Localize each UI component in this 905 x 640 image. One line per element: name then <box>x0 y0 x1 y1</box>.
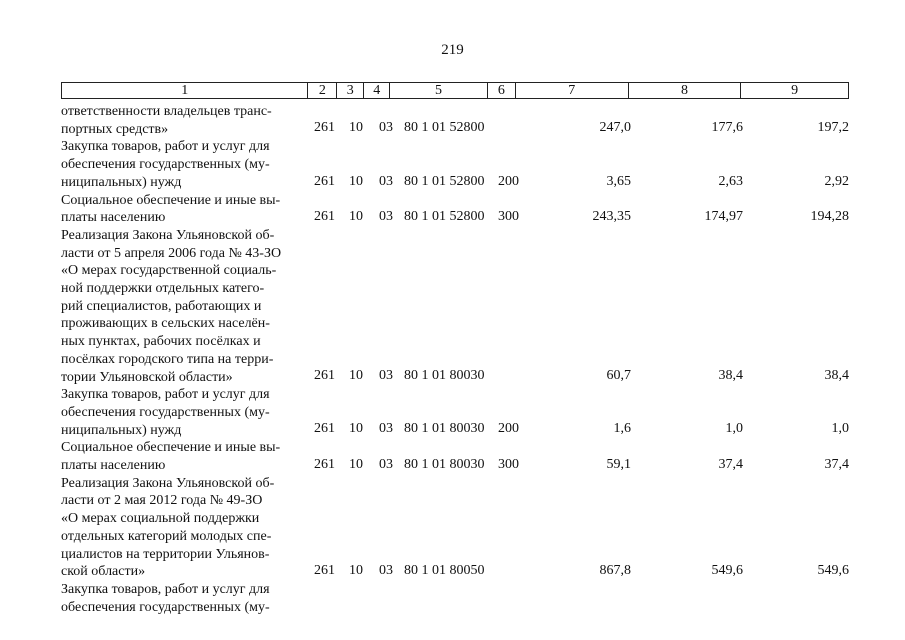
section-code-cell: 10 <box>349 120 363 136</box>
description-line: посёлках городского типа на терри- <box>61 351 274 367</box>
description-line: Закупка товаров, работ и услуг для <box>61 387 270 403</box>
column-header-3: 3 <box>336 83 363 98</box>
subsection-code-cell: 03 <box>379 456 393 472</box>
description-line: Закупка товаров, работ и услуг для <box>61 139 270 155</box>
amount-cell-9: 2,92 <box>824 173 849 189</box>
target-article-cell: 80 1 01 80030 <box>404 421 485 437</box>
amount-cell-8: 37,4 <box>718 456 743 472</box>
table-row <box>61 227 849 386</box>
description-line: ной поддержки отдельных катего- <box>61 281 265 297</box>
target-article-cell: 80 1 01 80030 <box>404 456 485 472</box>
target-article-cell: 80 1 01 52800 <box>404 120 485 136</box>
glava-code-cell: 261 <box>314 421 335 437</box>
expense-type-cell: 200 <box>498 173 519 189</box>
glava-code-cell: 261 <box>314 562 335 578</box>
row-description <box>61 227 301 386</box>
row-values <box>61 119 849 137</box>
page-number: 219 <box>441 42 464 58</box>
column-header-8: 8 <box>628 83 741 98</box>
description-line: тории Ульяновской области» <box>61 369 233 385</box>
subsection-code-cell: 03 <box>379 421 393 437</box>
amount-cell-9: 197,2 <box>817 120 849 136</box>
amount-cell-9: 194,28 <box>810 208 849 224</box>
section-code-cell: 10 <box>349 562 363 578</box>
description-line: циалистов на территории Ульянов- <box>61 546 270 562</box>
description-line: ных пунктах, рабочих посёлках и <box>61 334 261 350</box>
amount-cell-8: 177,6 <box>711 120 743 136</box>
amount-cell-9: 37,4 <box>824 456 849 472</box>
amount-cell-7: 59,1 <box>606 456 631 472</box>
table-row <box>61 192 849 227</box>
row-values <box>61 367 849 385</box>
description-line: обеспечения государственных (му- <box>61 599 270 615</box>
table-row <box>61 103 849 138</box>
subsection-code-cell: 03 <box>379 368 393 384</box>
description-line: ской области» <box>61 564 146 580</box>
section-code-cell: 10 <box>349 456 363 472</box>
amount-cell-7: 867,8 <box>599 562 631 578</box>
description-line: платы населению <box>61 458 166 474</box>
amount-cell-7: 60,7 <box>606 368 631 384</box>
table-header <box>61 82 849 99</box>
amount-cell-9: 549,6 <box>817 562 849 578</box>
column-header-9: 9 <box>740 83 848 98</box>
amount-cell-9: 38,4 <box>824 368 849 384</box>
amount-cell-8: 2,63 <box>718 173 743 189</box>
amount-cell-8: 174,97 <box>704 208 743 224</box>
description-line: Реализация Закона Ульяновской об- <box>61 227 275 243</box>
description-line: рий специалистов, работающих и <box>61 298 262 314</box>
amount-cell-8: 549,6 <box>711 562 743 578</box>
subsection-code-cell: 03 <box>379 120 393 136</box>
description-line: Реализация Закона Ульяновской об- <box>61 475 275 491</box>
column-header-1: 1 <box>181 83 189 98</box>
row-values <box>61 562 849 580</box>
description-line: портных средств» <box>61 121 169 137</box>
target-article-cell: 80 1 01 80050 <box>404 562 485 578</box>
table-row <box>61 386 849 439</box>
amount-cell-8: 1,0 <box>725 421 743 437</box>
description-line: ласти от 5 апреля 2006 года № 43-ЗО <box>61 245 282 261</box>
expense-type-cell: 200 <box>498 421 519 437</box>
amount-cell-7: 243,35 <box>592 208 631 224</box>
table-row <box>61 138 849 191</box>
subsection-code-cell: 03 <box>379 562 393 578</box>
expense-type-cell: 300 <box>498 208 519 224</box>
row-values <box>61 173 849 191</box>
description-line: ниципальных) нужд <box>61 174 182 190</box>
description-line: проживающих в сельских населён- <box>61 316 270 332</box>
amount-cell-7: 3,65 <box>606 173 631 189</box>
description-line: ответственности владельцев транс- <box>61 104 272 119</box>
table-row <box>61 475 849 581</box>
column-header-6: 6 <box>487 83 515 98</box>
column-header-2: 2 <box>307 83 336 98</box>
description-line: отдельных категорий молодых спе- <box>61 528 272 544</box>
description-line: Закупка товаров, работ и услуг для <box>61 581 270 597</box>
section-code-cell: 10 <box>349 173 363 189</box>
description-line: «О мерах государственной социаль- <box>61 263 277 279</box>
description-line: ласти от 2 мая 2012 года № 49-ЗО <box>61 493 263 509</box>
amount-cell-8: 38,4 <box>718 368 743 384</box>
description-line: обеспечения государственных (му- <box>61 157 270 173</box>
description-line: Социальное обеспечение и иные вы- <box>61 440 281 456</box>
table-row <box>61 439 849 474</box>
section-code-cell: 10 <box>349 208 363 224</box>
column-header-4: 4 <box>363 83 389 98</box>
description-line: платы населению <box>61 210 166 226</box>
description-line: «О мерах социальной поддержки <box>61 511 260 527</box>
row-values <box>61 597 849 615</box>
amount-cell-7: 247,0 <box>599 120 631 136</box>
section-code-cell: 10 <box>349 421 363 437</box>
target-article-cell: 80 1 01 52800 <box>404 173 485 189</box>
glava-code-cell: 261 <box>314 456 335 472</box>
column-header-5: 5 <box>389 83 487 98</box>
table-body <box>61 103 849 616</box>
subsection-code-cell: 03 <box>379 208 393 224</box>
description-line: Социальное обеспечение и иные вы- <box>61 192 281 208</box>
column-header-7: 7 <box>515 83 628 98</box>
subsection-code-cell: 03 <box>379 173 393 189</box>
amount-cell-7: 1,6 <box>613 421 631 437</box>
expense-type-cell: 300 <box>498 456 519 472</box>
target-article-cell: 80 1 01 52800 <box>404 208 485 224</box>
table-row <box>61 581 849 616</box>
glava-code-cell: 261 <box>314 208 335 224</box>
description-line: обеспечения государственных (му- <box>61 404 270 420</box>
row-values <box>61 208 849 226</box>
target-article-cell: 80 1 01 80030 <box>404 368 485 384</box>
glava-code-cell: 261 <box>314 173 335 189</box>
row-values <box>61 420 849 438</box>
amount-cell-9: 1,0 <box>831 421 849 437</box>
description-line: ниципальных) нужд <box>61 422 182 438</box>
glava-code-cell: 261 <box>314 368 335 384</box>
section-code-cell: 10 <box>349 368 363 384</box>
row-values <box>61 456 849 474</box>
glava-code-cell: 261 <box>314 120 335 136</box>
